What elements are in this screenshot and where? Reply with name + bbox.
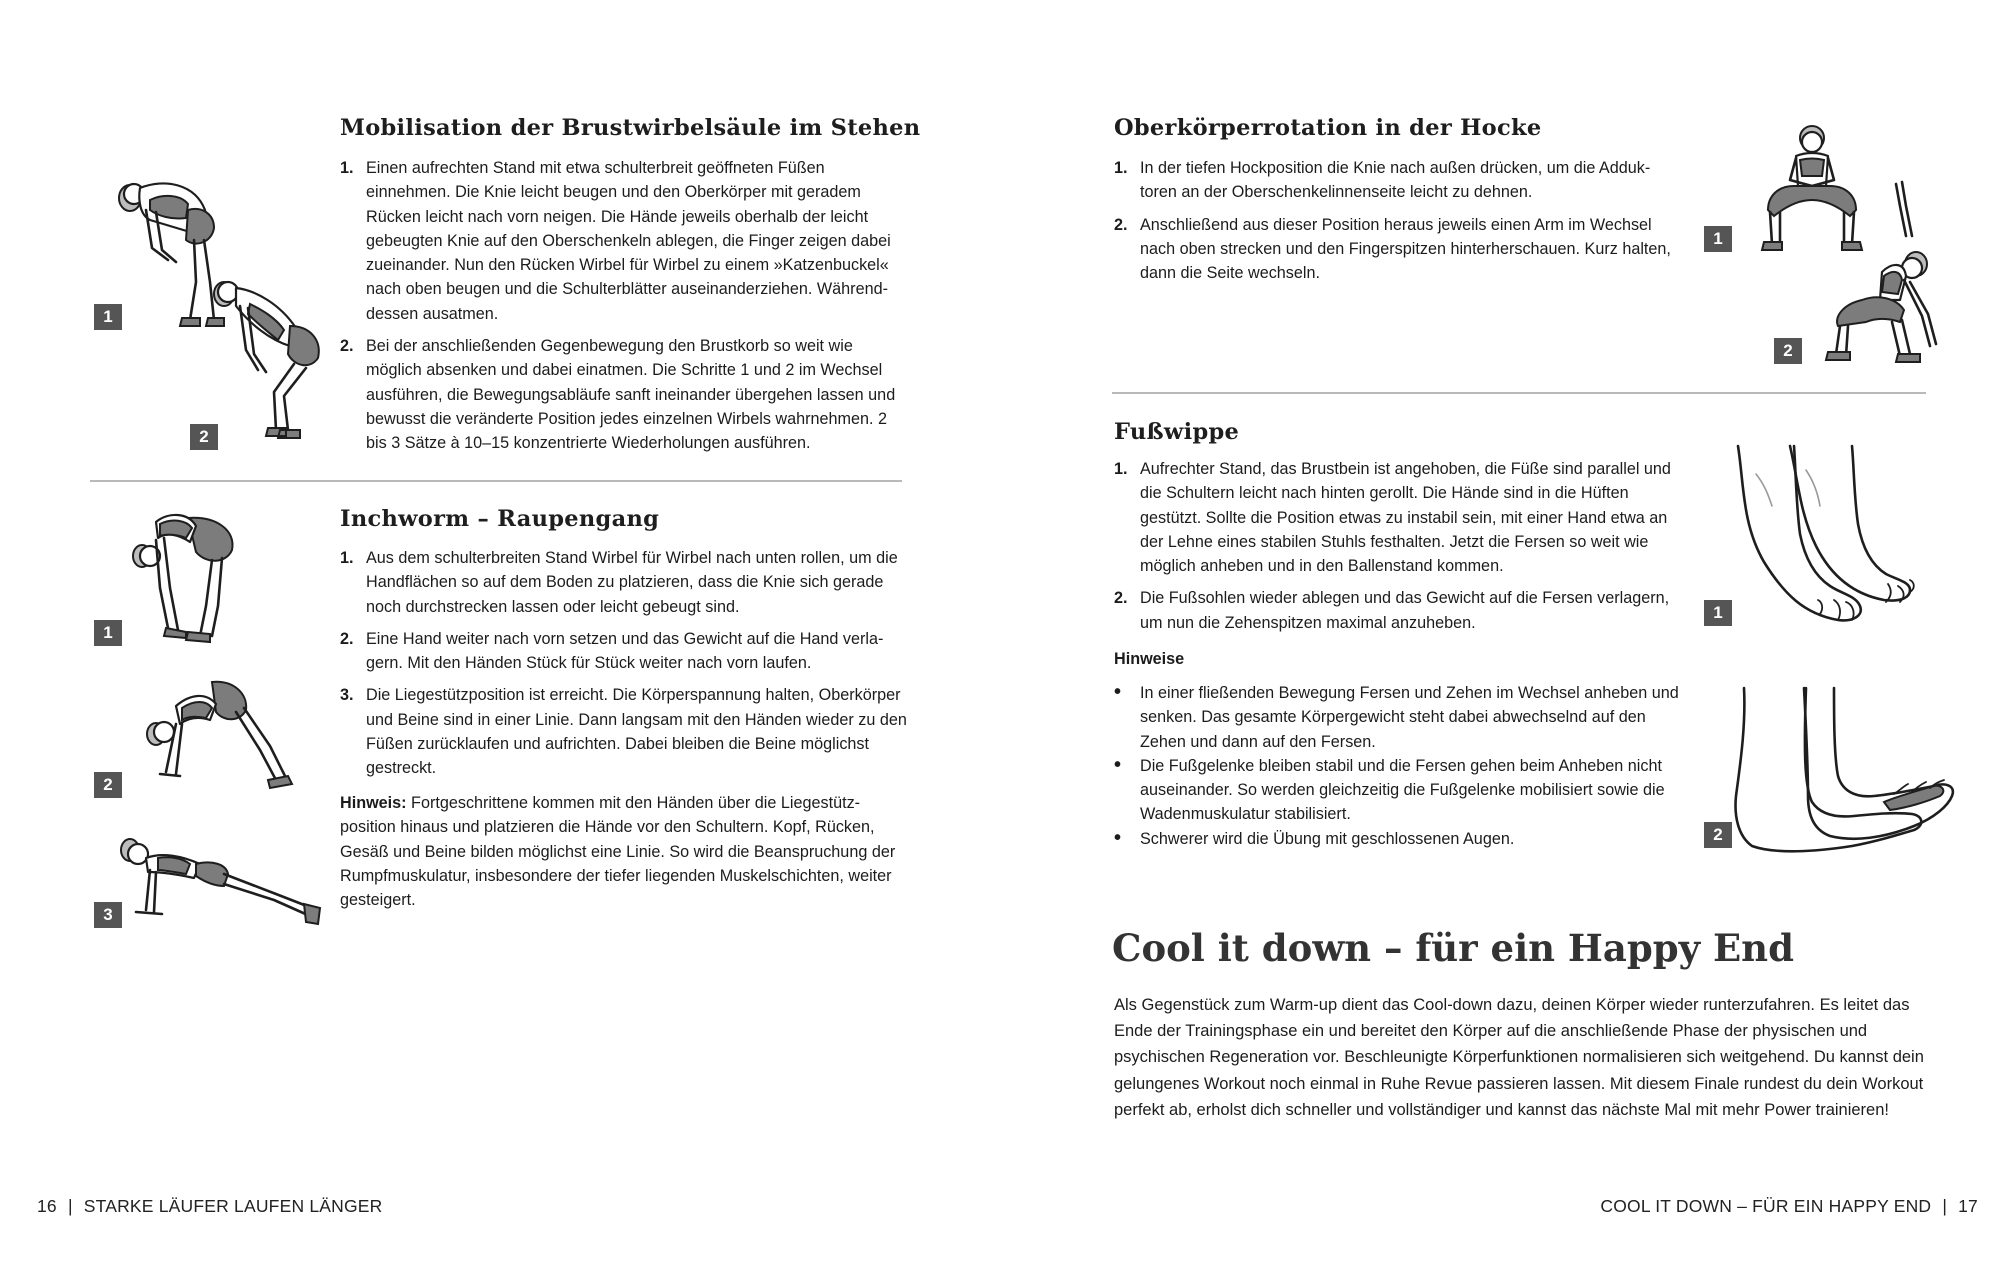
- inchworm-figure-3-illustration: [116, 834, 326, 934]
- cooldown-heading: Cool it down – für ein Happy End: [1112, 926, 1794, 970]
- list-item: 1. Aus dem schulterbreiten Stand Wirbel für Wirbel nach unten rollen, um die Handflächen so auf dem Boden zu platzieren, dass die Knie sich gerade noch durchstrecken lassen oder leicht gebeugt sind.: [340, 549, 898, 616]
- running-title: STARKE LÄUFER LAUFEN LÄNGER: [83, 1196, 383, 1216]
- list-item: 1. Aufrechter Stand, das Brustbein ist angehoben, die Füße sind parallel und die Schultern leicht nach hinten gerollt. Die Hände sind in die Hüften gestützt. Sollte die Position etwas zu instabil sein, mit einer Hand etwa an der Lehne eines stabilen Stuhls festhalten. Jetzt die Fersen so weit wie möglich anheben und in den Ballenstand kommen.: [1114, 460, 1671, 576]
- badge-1: 1: [94, 304, 122, 330]
- badge-1: 1: [1704, 600, 1732, 626]
- badge-1: 1: [1704, 226, 1732, 252]
- section-divider: [1112, 392, 1926, 394]
- left-page-footer: [37, 1196, 383, 1217]
- list-item: 2. Bei der anschließenden Gegenbewegung den Brustkorb so weit wie möglich absenken und dabei einatmen. Die Schritte 1 und 2 im Wechsel ausführen, die Bewegungsabläufe sanft ineinander übergehen lassen und bewusst die veränderte Position jedes einzelnen Wirbels wahrnehmen. 2 bis 3 Sätze à 10–15 konzentrierte Wiederholungen ausführen.: [340, 337, 896, 453]
- list-item: 3. Die Liegestützposition ist erreicht. Die Körperspannung halten, Oberkörper und Beine sind in einer Linie. Dann langsam mit den Händen wieder zu den Füßen zurücklaufen und aufrichten. Dabei bleiben die Beine möglichst gestreckt.: [340, 686, 907, 778]
- section-title-oberkoerperrotation: Oberkörperrotation in der Hocke: [1114, 115, 1542, 141]
- list-item: 1. In der tiefen Hockposition die Knie nach außen drücken, um die Adduktoren an der Oberschenkelinnenseite leicht zu dehnen.: [1114, 159, 1651, 202]
- hint-label: Hinweis:: [340, 794, 407, 812]
- squat-figure-2-illustration: [1826, 176, 1956, 370]
- list-item: 2. Die Fußsohlen wieder ablegen und das Gewicht auf die Fersen verlagern, um nun die Zehenspitzen maximal anzuheben.: [1114, 589, 1670, 632]
- inchworm-hint: [340, 791, 910, 912]
- step-list-inchworm: [340, 546, 910, 789]
- hints-title: Hinweise: [1114, 650, 1185, 668]
- badge-2: 2: [1704, 822, 1732, 848]
- list-item: • Schwerer wird die Übung mit geschlossenen Augen.: [1114, 826, 1515, 849]
- hint-text: Fortgeschrittene kommen mit den Händen über die Liegestützposition hinaus und platzieren die Hände vor den Schultern. Kopf, Rücken, Gesäß und Beine bilden möglichst eine Linie. So wird die Beanspruchung der Rumpfmuskulatur, insbesondere der tiefer liegenden Muskelschichten, weiter gesteigert.: [340, 794, 896, 910]
- section-title-inchworm: Inchworm – Raupengang: [340, 506, 660, 532]
- page-number: 17: [1958, 1196, 1978, 1216]
- step-list-mobilisation: [340, 156, 910, 464]
- list-item: • Die Fußgelenke bleiben stabil und die Fersen gehen beim Anheben nicht auseinander. So werden gleichzeitig die Fußgelenke mobilisiert sowie die Wadenmuskulatur stabilisiert.: [1114, 753, 1665, 824]
- hints-list: [1114, 681, 1680, 851]
- badge-1: 1: [94, 620, 122, 646]
- section-title-fusswippe: Fußwippe: [1114, 419, 1240, 445]
- footer-separator: |: [67, 1196, 73, 1216]
- right-page-footer: [1600, 1196, 1978, 1217]
- step-list-oberkoerperrotation: [1114, 156, 1676, 293]
- step-list-fusswippe: [1114, 457, 1680, 643]
- badge-2: 2: [94, 772, 122, 798]
- badge-2: 2: [1774, 338, 1802, 364]
- cooldown-paragraph: Als Gegenstück zum Warm-up dient das Cool-down dazu, deinen Körper wieder runterzufahren. Es leitet das Ende der Trainingsphase ein und bereitet den Körper auf die anschließende Phase der physischen und psychischen Regeneration vor. Beschleunigte Körperfunktionen normalisieren sich weitgehend. Du kannst dein gelungenes Workout noch einmal in Ruhe Revue passieren lassen. Mit diesem Finale rundest du dein Workout perfekt ab, erholst dich schneller und vollständiger und kannst das nächste Mal mit mehr Power trainieren!: [1114, 996, 1924, 1119]
- badge-3: 3: [94, 902, 122, 928]
- list-item: 1. Einen aufrechten Stand mit etwa schulterbreit geöffneten Füßen einnehmen. Die Knie leicht beugen und den Oberkörper mit geradem Rücken leicht nach vorn neigen. Die Hände jeweils oberhalb der leicht gebeugten Knie auf den Oberschenkeln ablegen, die Finger zeigen dabei zueinander. Nun den Rücken Wirbel für Wirbel zu einem »Katzenbuckel« nach oben beugen und die Schulterblätter auseinanderziehen. Währenddessen ausatmen.: [340, 159, 891, 323]
- list-item: 2. Anschließend aus dieser Position heraus jeweils einen Arm im Wechsel nach oben strecken und den Fingerspitzen hinterherschauen. Kurz halten, dann die Seite wechseln.: [1114, 215, 1671, 283]
- page-number: 16: [37, 1196, 57, 1216]
- footer-separator: |: [1942, 1196, 1948, 1216]
- section-divider: [90, 480, 902, 482]
- badge-2: 2: [190, 424, 218, 450]
- inchworm-figure-2-illustration: [136, 676, 296, 796]
- list-item: 2. Eine Hand weiter nach vorn setzen und das Gewicht auf die Hand verlagern. Mit den Händen Stück für Stück weiter nach vorn laufen.: [340, 629, 884, 673]
- section-title-mobilisation: Mobilisation der Brustwirbelsäule im Stehen: [340, 115, 921, 141]
- running-title: COOL IT DOWN – FÜR EIN HAPPY END: [1600, 1196, 1932, 1216]
- toes-raised-illustration: [1734, 686, 1964, 858]
- inchworm-figure-1-illustration: [126, 508, 246, 648]
- list-item: • In einer fließenden Bewegung Fersen und Zehen im Wechsel anheben und senken. Das gesamte Körpergewicht steht dabei abwechselnd auf den Zehen und dann auf den Fersen.: [1114, 681, 1679, 751]
- cat-cow-figure-2-illustration: [210, 270, 330, 450]
- feet-raised-illustration: [1734, 444, 1934, 628]
